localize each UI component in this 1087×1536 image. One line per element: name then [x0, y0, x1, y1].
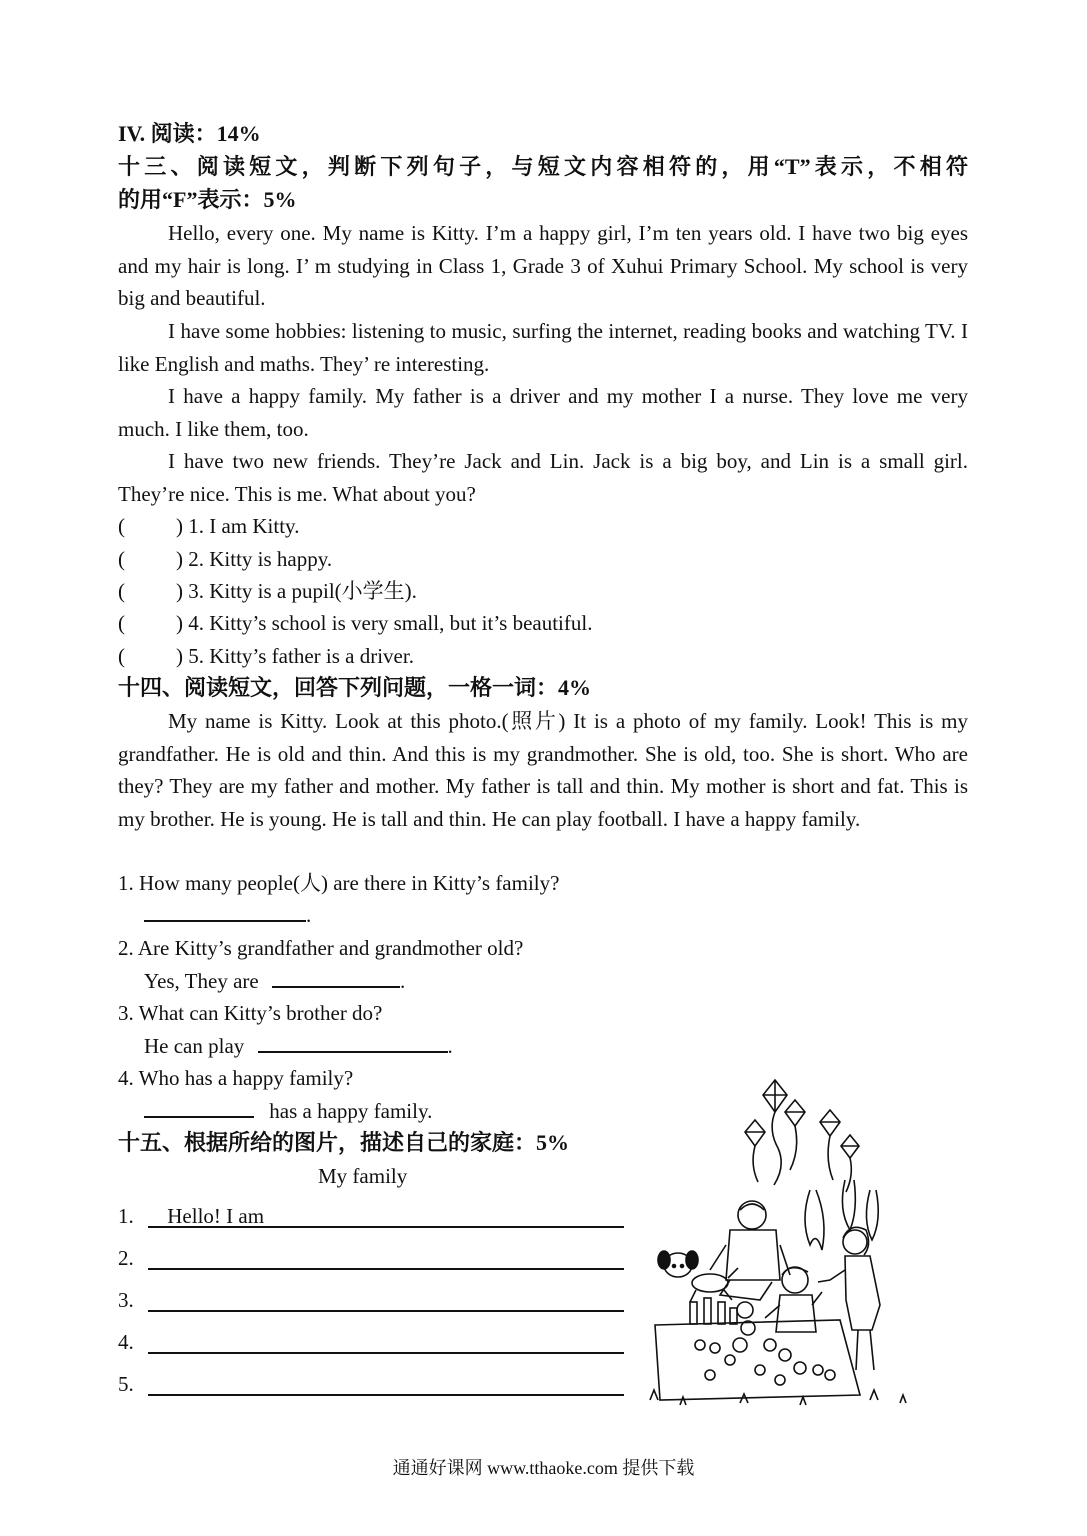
- question-text: ) 5. Kitty’s father is a driver.: [176, 644, 414, 668]
- part13-heading-line2: 的用“F”表示：5%: [118, 187, 297, 212]
- answer-suffix: .: [306, 903, 312, 927]
- kite-icon: [785, 1100, 805, 1170]
- line-number: 2.: [118, 1246, 134, 1270]
- writing-rule[interactable]: [148, 1372, 624, 1396]
- answer-bracket[interactable]: (: [118, 514, 125, 538]
- qa-question-3: 3. What can Kitty’s brother do?: [118, 1001, 383, 1025]
- answer-bracket[interactable]: (: [118, 611, 125, 635]
- writing-rule[interactable]: [148, 1288, 624, 1312]
- line-number: 4.: [118, 1330, 134, 1354]
- question-text: ) 3. Kitty is a pupil(小学生).: [176, 579, 417, 603]
- writing-line-4[interactable]: [118, 1330, 148, 1355]
- section-title: IV. 阅读：14%: [118, 121, 261, 146]
- question-text: ) 1. I am Kitty.: [176, 514, 300, 538]
- answer-bracket[interactable]: (: [118, 579, 125, 603]
- tf-question-3[interactable]: [118, 575, 417, 607]
- writing-line-2[interactable]: [118, 1246, 148, 1271]
- writing-line-1[interactable]: [118, 1204, 264, 1229]
- answer-blank[interactable]: [272, 970, 400, 988]
- line-number: 5.: [118, 1372, 134, 1396]
- writing-rule[interactable]: [148, 1246, 624, 1270]
- writing-rule[interactable]: [148, 1330, 624, 1354]
- answer-blank[interactable]: [258, 1035, 448, 1053]
- part13-paragraph-3: I have a happy family. My father is a driver and my mother I a nurse. They love me very much. I like them, too.: [118, 384, 968, 441]
- question-text: ) 4. Kitty’s school is very small, but it’s beautiful.: [176, 611, 593, 635]
- answer-blank[interactable]: [144, 1100, 254, 1118]
- qa-question-4: 4. Who has a happy family?: [118, 1066, 354, 1090]
- part13-heading-line1: 十三、阅读短文，判断下列句子，与短文内容相符的，用“T”表示，不相符: [118, 154, 968, 179]
- tf-question-5[interactable]: [118, 640, 414, 672]
- qa-question-1: 1. How many people(人) are there in Kitty’s family?: [118, 871, 560, 895]
- tf-question-4[interactable]: [118, 607, 592, 639]
- kite-icon: [763, 1080, 787, 1185]
- part14-heading: 十四、阅读短文，回答下列问题，一格一词：4%: [118, 675, 592, 700]
- line-number: 3.: [118, 1288, 134, 1312]
- answer-prefix: He can play: [144, 1034, 245, 1058]
- page-footer: 通通好课网 www.tthaoke.com 提供下载: [392, 1458, 695, 1478]
- line-number: 1.: [118, 1204, 134, 1228]
- qa-question-2: 2. Are Kitty’s grandfather and grandmother old?: [118, 936, 524, 960]
- tf-question-2[interactable]: [118, 543, 332, 575]
- writing-line-3[interactable]: [118, 1288, 148, 1313]
- part13-paragraph-2: I have some hobbies: listening to music, surfing the internet, reading books and watching TV. I like English and maths. They’ re interesting.: [118, 319, 968, 376]
- answer-bracket[interactable]: (: [118, 644, 125, 668]
- qa-answer-1[interactable]: [144, 899, 311, 931]
- answer-bracket[interactable]: (: [118, 547, 125, 571]
- answer-prefix: Yes, They are: [144, 969, 259, 993]
- qa-answer-4[interactable]: [144, 1095, 432, 1127]
- question-text: ) 2. Kitty is happy.: [176, 547, 333, 571]
- kite-icon: [820, 1110, 840, 1180]
- part14-paragraph: My name is Kitty. Look at this photo.(照片) It is a photo of my family. Look! This is my grandfather. He is old and thin. And this is my grandmother. She is old, too. She is short. Who are they? They are my father and mother. My father is tall and thin. My mother is short and fat. This is my brother. He is young. He is tall and thin. He can play football. I have a happy family.: [118, 709, 968, 831]
- writing-line-5[interactable]: [118, 1372, 148, 1397]
- answer-suffix: has a happy family.: [269, 1099, 433, 1123]
- answer-suffix: .: [399, 969, 406, 993]
- tf-question-1[interactable]: [118, 510, 299, 542]
- part13-paragraph-1: Hello, every one. My name is Kitty. I’m a happy girl, I’m ten years old. I have two big eyes and my hair is long. I’ m studying in Class 1, Grade 3 of Xuhui Primary School. My school is very big and beautiful.: [118, 221, 968, 310]
- writing-rule[interactable]: [148, 1204, 624, 1228]
- answer-blank[interactable]: [144, 904, 306, 922]
- part13-paragraph-4: I have two new friends. They’re Jack and Lin. Jack is a big boy, and Lin is a small girl. They’re nice. This is me. What about you?: [118, 449, 968, 506]
- part15-subtitle: My family: [318, 1164, 408, 1188]
- answer-suffix: .: [447, 1034, 453, 1058]
- kite-icon: [745, 1120, 765, 1182]
- family-picnic-illustration: [640, 1070, 930, 1415]
- qa-answer-2[interactable]: [144, 965, 405, 997]
- qa-answer-3[interactable]: [144, 1030, 453, 1062]
- line-starter-text: Hello! I am: [167, 1204, 265, 1228]
- part15-heading: 十五、根据所给的图片，描述自己的家庭：5%: [118, 1130, 570, 1155]
